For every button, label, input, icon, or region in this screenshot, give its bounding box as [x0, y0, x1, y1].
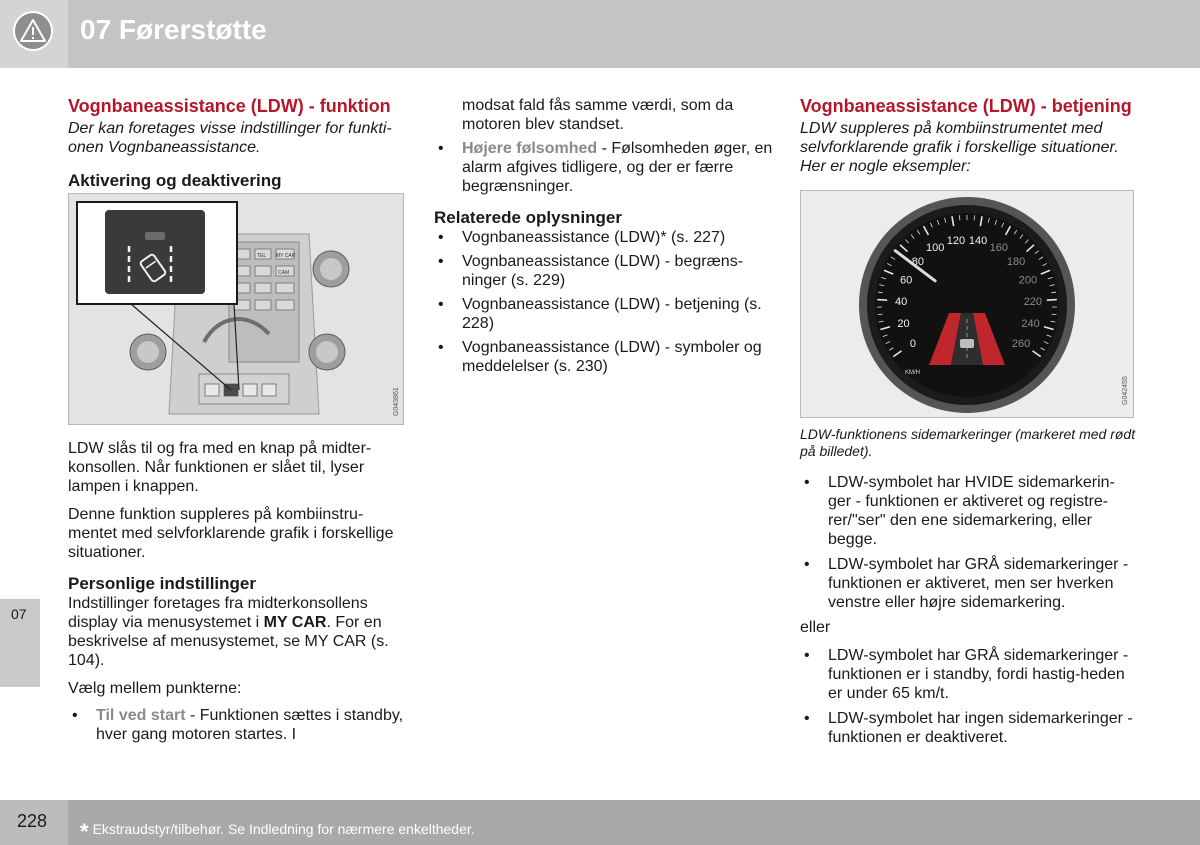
paragraph-choose: Vælg mellem punkterne:: [68, 680, 242, 697]
paragraph-or: eller: [800, 619, 831, 636]
column-2: [434, 96, 774, 376]
settings-text-post: . For en beskrivelse af menusystemet, se MY CAR (s. 104).: [68, 614, 389, 669]
column-3: [800, 96, 1136, 747]
console-label-mycar: MY CAR: [276, 253, 296, 259]
speedometer-illustration: [801, 191, 1133, 417]
speedometer-tick-label: 20: [897, 317, 910, 330]
header-icon-tab: [0, 0, 68, 68]
related-item[interactable]: • Vognbaneassistance (LDW) - begræns-ninger (s. 229): [434, 252, 774, 290]
section-heading-operation: Vognbaneassistance (LDW) - betjening: [800, 96, 1132, 116]
page-header: [0, 0, 1200, 68]
speedometer-tick-label: 120: [946, 234, 966, 247]
section-lead: LDW suppleres på kombiinstrumentet med selvforklarende grafik i forskellige situationer. Her er nogle eksempler:: [800, 120, 1119, 175]
figure-code: G043861: [393, 387, 400, 416]
list-item: • LDW-symbolet har ingen sidemarkeringer - funktionen er deaktiveret.: [800, 709, 1136, 747]
list-item: • LDW-symbolet har GRÅ sidemarkeringer - funktionen er aktiveret, men ser hverken venstre eller højre sidemarkering.: [800, 555, 1136, 612]
chapter-side-tab: [0, 599, 40, 687]
speedometer-tick-label: 140: [968, 234, 988, 247]
console-figure: [68, 193, 404, 425]
page-number-box: [0, 800, 68, 845]
column-1: [68, 96, 404, 744]
option-hojere-folsomhed-text: - Følsomheden øger, en alarm afgives tidligere, og der er færre begrænsninger.: [462, 140, 773, 195]
speedometer-tick-label: 220: [1023, 296, 1043, 309]
speedometer-tick-label: 260: [1011, 337, 1031, 350]
section-heading-function: Vognbaneassistance (LDW) - funktion: [68, 96, 391, 116]
speedometer-tick: [878, 314, 883, 315]
settings-text-pre: Indstillinger foretages fra midterkonsollens display via menusystemet i: [68, 595, 368, 631]
speedometer-tick: [1047, 300, 1057, 301]
footnote: [80, 814, 475, 844]
speedometer-tick-label: 200: [1018, 274, 1038, 287]
car-icon: [960, 339, 974, 348]
console-label-tel: TEL: [257, 253, 267, 259]
related-item[interactable]: • Vognbaneassistance (LDW)* (s. 227): [434, 228, 774, 247]
console-illustration: [69, 194, 403, 424]
paragraph-settings: [68, 594, 404, 670]
speedometer-tick-label: 60: [899, 274, 913, 287]
list-item: [68, 706, 404, 744]
console-label-cam: CAM: [278, 270, 290, 276]
paragraph-ldw-button: LDW slås til og fra med en knap på midter-konsollen. Når funktionen er slået til, lyser lampen i knappen.: [68, 440, 372, 495]
figure-caption: LDW-funktionens sidemarkeringer (markeret med rødt på billedet).: [800, 426, 1136, 459]
subheading-activation: Aktivering og deaktivering: [68, 171, 282, 190]
related-item[interactable]: • Vognbaneassistance (LDW) - symboler og meddelelser (s. 230): [434, 338, 774, 376]
subheading-personal-settings: Personlige indstillinger: [68, 574, 256, 593]
speed-unit: KM/H: [905, 370, 920, 376]
chapter-title: 07 Førerstøtte: [80, 14, 267, 45]
page-number: 228: [17, 811, 48, 831]
list-item: • LDW-symbolet har GRÅ sidemarkeringer - funktionen er i standby, fordi hastig-heden er under 65 km/t.: [800, 646, 1136, 703]
speedometer-tick-label: 240: [1021, 317, 1040, 330]
related-item[interactable]: • Vognbaneassistance (LDW) - betjening (s. 228): [434, 295, 774, 333]
speedometer-tick: [1052, 314, 1057, 315]
figure-code: G042455: [1122, 376, 1129, 405]
paragraph-supplement: Denne funktion suppleres på kombiinstru-mentet med selvforklarende grafik i forskellige situationer.: [68, 506, 394, 561]
speedometer-tick-label: 160: [989, 242, 1009, 255]
ldw-states-list: [800, 473, 1136, 612]
option-til-ved-start-text: - Funktionen sættes i standby, hver gang motoren startes. I: [96, 707, 404, 743]
options-list: [68, 706, 404, 744]
list-item: [434, 139, 774, 196]
speedometer-tick-label: 0: [909, 337, 916, 350]
settings-text-mycar: MY CAR: [263, 614, 327, 631]
options-list-continued: [434, 139, 774, 196]
speedometer-tick-label: 40: [894, 296, 908, 309]
speedometer-tick-label: 180: [1006, 255, 1026, 268]
speedometer-figure: [800, 190, 1134, 418]
speedometer-tick: [877, 300, 887, 301]
footnote-text: Ekstraudstyr/tilbehør. Se Indledning for nærmere enkeltheder.: [92, 821, 475, 837]
speedometer-tick-label: 80: [911, 255, 925, 268]
subheading-related: Relaterede oplysninger: [434, 208, 623, 227]
bullet-continuation: modsat fald fås samme værdi, som da motoren blev standset.: [462, 97, 734, 133]
ldw-states-list-2: [800, 646, 1136, 747]
warning-triangle-icon: [13, 11, 53, 51]
related-list: [434, 228, 774, 376]
option-til-ved-start: Til ved start: [96, 707, 186, 724]
option-hojere-folsomhed: Højere følsomhed: [462, 140, 598, 157]
speedometer-tick-label: 100: [925, 242, 945, 255]
footnote-star: *: [80, 819, 89, 844]
page-footer: [0, 800, 1200, 845]
list-item: • LDW-symbolet har HVIDE sidemarkerin-ger - funktionen er aktiveret og registre-rer/"ser" den ene sidemarkering, eller begge.: [800, 473, 1136, 549]
chapter-side-tab-label: 07: [11, 606, 27, 622]
section-lead: Der kan foretages visse indstillinger for funkti-onen Vognbaneassistance.: [68, 120, 392, 156]
